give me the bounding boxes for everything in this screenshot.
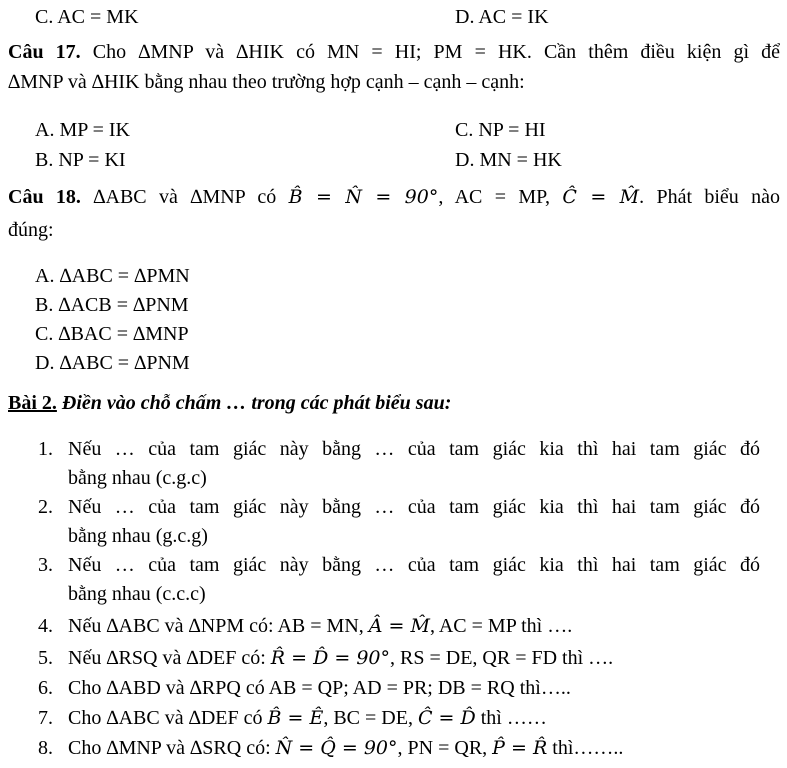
bai2-item5-math1: R̂ = D̂ = 90°	[270, 647, 391, 669]
bai2-item8-math1: N̂ = Q̂ = 90°	[275, 737, 398, 759]
q17-text-line1: Cho ∆MNP và ∆HIK có MN = HI; PM = HK. Cần thêm điều kiện gì để	[92, 41, 780, 63]
q18-option-a: A. ∆ABC = ∆PMN	[35, 265, 190, 287]
q18-label: Câu 18.	[8, 186, 81, 208]
bai2-item8	[68, 736, 623, 760]
q17-option-c: C. NP = HI	[455, 119, 546, 141]
q16-option-c: C. AC = MK	[35, 6, 139, 28]
bai2-item7	[68, 706, 547, 730]
q18-line1	[8, 185, 780, 209]
bai2-item4-p2: , AC = MP thì ….	[429, 615, 573, 637]
bai2-item3-line2: bằng nhau (c.c.c)	[68, 583, 206, 605]
q16-option-d: D. AC = IK	[455, 6, 549, 28]
bai2-item2-line2: bằng nhau (g.c.g)	[68, 525, 208, 547]
q18-option-b: B. ∆ACB = ∆PNM	[35, 294, 189, 316]
q17-option-a: A. MP = IK	[35, 119, 130, 141]
bai2-item5-p2: , RS = DE, QR = FD thì ….	[390, 647, 614, 669]
bai2-item2-line1: Nếu … của tam giác này bằng … của tam giác kia thì hai tam giác đó	[68, 496, 760, 518]
bai2-item7-math1: B̂ = Ê	[267, 707, 324, 729]
bai2-item8-p3: thì……..	[552, 737, 624, 759]
bai2-item8-math2: P̂ = R̂	[492, 737, 548, 759]
bai2-item4-math1: Â = M̂	[368, 615, 430, 637]
bai2-item7-p1: Cho ∆ABC và ∆DEF có	[68, 707, 263, 729]
bai2-instruction: Điền vào chỗ chấm … trong các phát biểu sau:	[61, 392, 452, 414]
q18-math1: B̂ = N̂ = 90°	[288, 186, 439, 208]
bai2-item5-num: 5.	[38, 647, 53, 669]
bai2-item4-p1: Nếu ∆ABC và ∆NPM có: AB = MN,	[68, 615, 364, 637]
bai2-item7-num: 7.	[38, 707, 53, 729]
bai2-item6: Cho ∆ABD và ∆RPQ có AB = QP; AD = PR; DB = RQ thì…..	[68, 677, 571, 699]
bai2-item7-p2: , BC = DE,	[323, 707, 413, 729]
q18-text-line2: đúng:	[8, 219, 54, 241]
bai2-item3-num: 3.	[38, 554, 53, 576]
bai2-item7-math2: Ĉ = D̂	[417, 707, 476, 729]
bai2-item6-num: 6.	[38, 677, 53, 699]
bai2-item1-line2: bằng nhau (c.g.c)	[68, 467, 207, 489]
bai2-item1-line1: Nếu … của tam giác này bằng … của tam giác kia thì hai tam giác đó	[68, 438, 760, 460]
bai2-item8-p1: Cho ∆MNP và ∆SRQ có:	[68, 737, 271, 759]
bai2-item7-p3: thì ……	[480, 707, 547, 729]
bai2-item1-num: 1.	[38, 438, 53, 460]
q17-text-line2: ∆MNP và ∆HIK bằng nhau theo trường hợp cạnh – cạnh – cạnh:	[8, 71, 525, 93]
q17-line1	[8, 40, 780, 64]
q17-option-b: B. NP = KI	[35, 149, 126, 171]
bai2-item8-p2: , PN = QR,	[397, 737, 488, 759]
q18-text-part3: . Phát biểu nào	[639, 186, 781, 208]
bai2-item5	[68, 646, 613, 670]
q17-label: Câu 17.	[8, 41, 81, 63]
q18-option-c: C. ∆BAC = ∆MNP	[35, 323, 189, 345]
q18-option-d: D. ∆ABC = ∆PNM	[35, 352, 190, 374]
q18-math2: Ĉ = M̂	[562, 186, 640, 208]
bai2-item3-line1: Nếu … của tam giác này bằng … của tam giác kia thì hai tam giác đó	[68, 554, 760, 576]
q18-text-part1: ∆ABC và ∆MNP có	[93, 186, 277, 208]
bai2-item8-num: 8.	[38, 737, 53, 759]
bai2-heading	[8, 391, 451, 415]
q17-option-d: D. MN = HK	[455, 149, 562, 171]
bai2-item5-p1: Nếu ∆RSQ và ∆DEF có:	[68, 647, 266, 669]
bai2-item4	[68, 614, 572, 638]
bai2-item4-num: 4.	[38, 615, 53, 637]
q18-text-part2: , AC = MP,	[438, 186, 551, 208]
bai2-item2-num: 2.	[38, 496, 53, 518]
bai2-label: Bài 2.	[8, 392, 57, 414]
